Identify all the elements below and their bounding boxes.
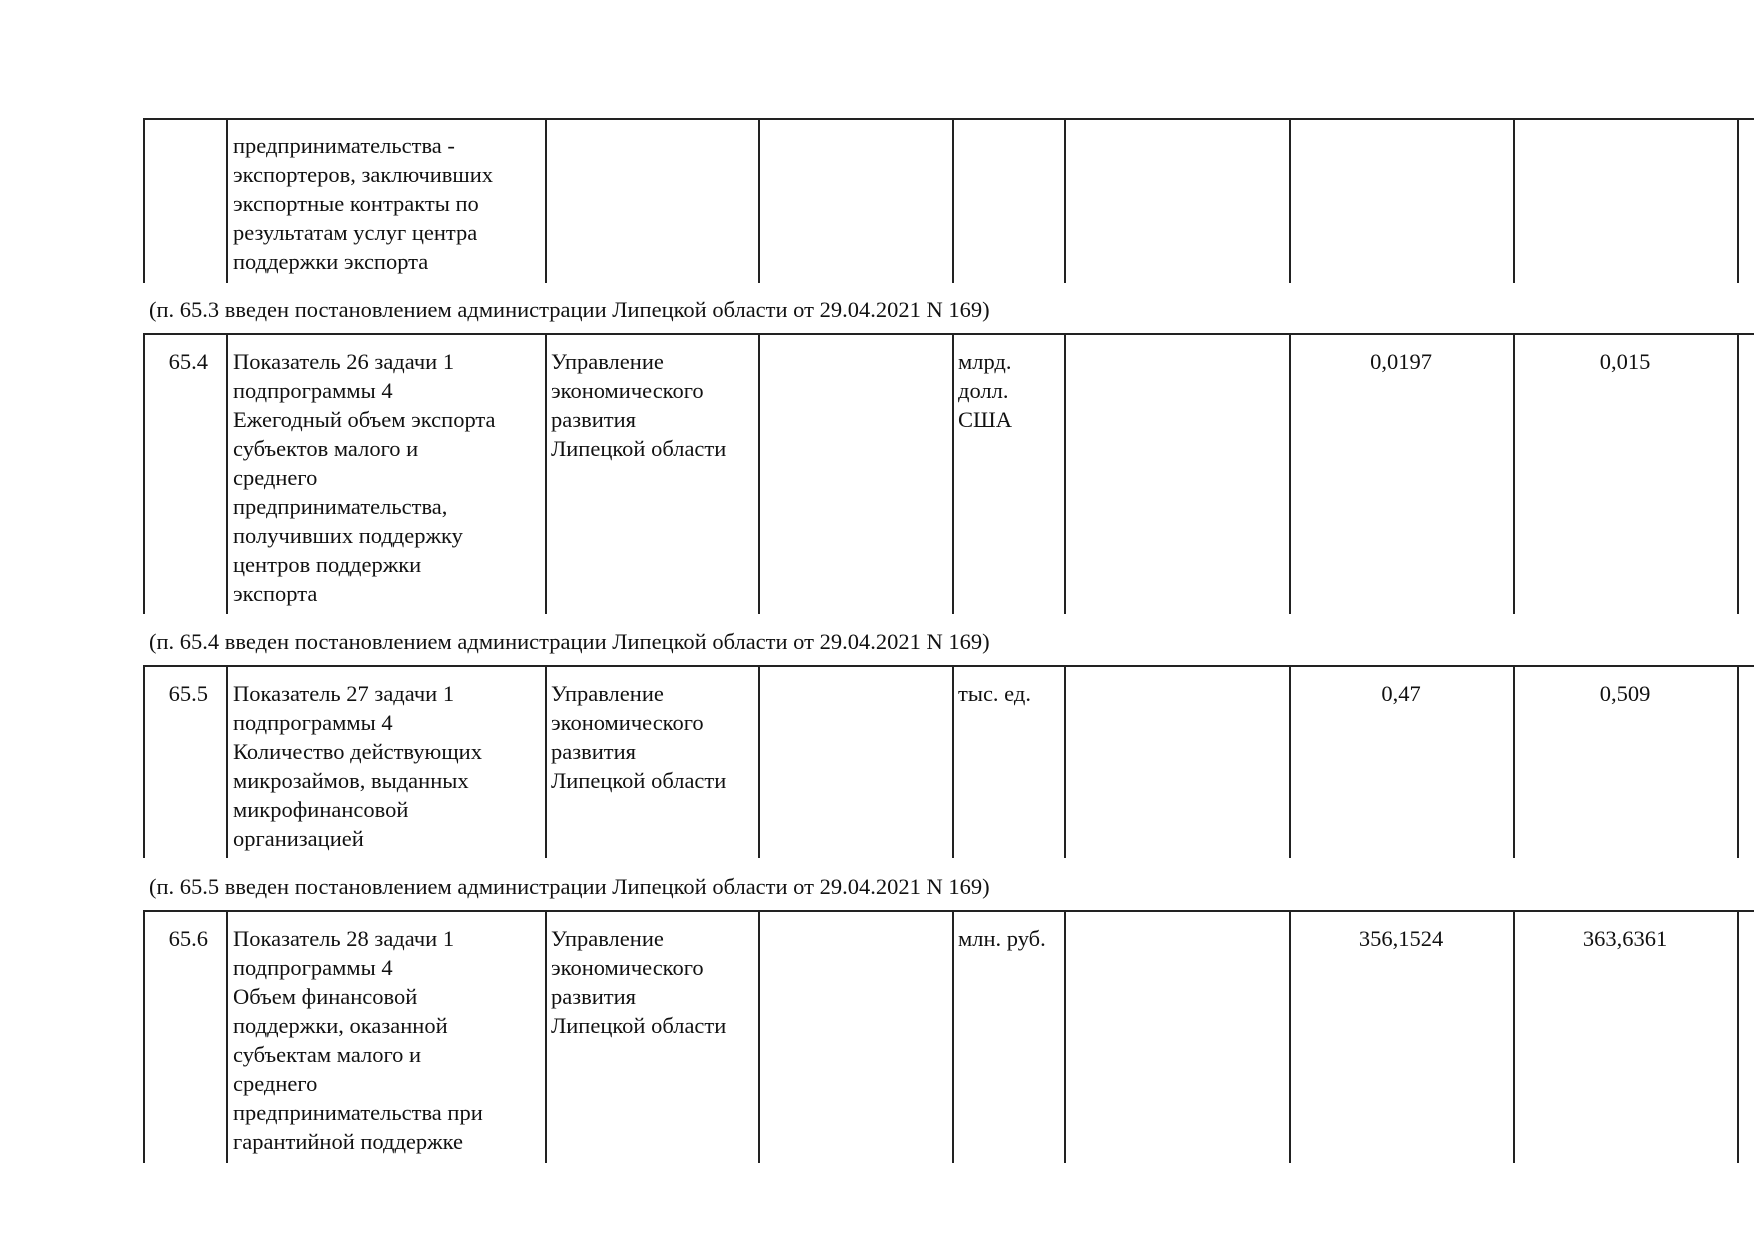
- amendment-note: (п. 65.4 введен постановлением администрации Липецкой области от 29.04.2021 N 169): [149, 629, 990, 654]
- col-border: [226, 118, 228, 283]
- col-border: [1064, 665, 1066, 858]
- col-border: [1513, 118, 1515, 283]
- col-border: [143, 118, 145, 283]
- responsible-cell: Управление экономического развития Липецкой области: [551, 681, 727, 793]
- indicator-cell: Показатель 26 задачи 1 подпрограммы 4 Ежегодный объем экспорта субъектов малого и среднего предпринимательства, получивших поддержку центров поддержки экспорта: [233, 349, 496, 606]
- col-border: [545, 333, 547, 614]
- col-border: [758, 910, 760, 1163]
- col-border: [1737, 910, 1739, 1163]
- col-border: [226, 910, 228, 1163]
- col-border: [1737, 665, 1739, 858]
- col-border: [143, 665, 145, 858]
- amendment-note: (п. 65.3 введен постановлением администрации Липецкой области от 29.04.2021 N 169): [149, 297, 990, 322]
- indicator-cell: Показатель 28 задачи 1 подпрограммы 4 Объем финансовой поддержки, оказанной субъектам малого и среднего предпринимательства при гарантийной поддержке: [233, 926, 483, 1154]
- col-border: [545, 665, 547, 858]
- col-border: [758, 333, 760, 614]
- indicator-cell: предпринимательства - экспортеров, заключивших экспортные контракты по результатам услуг центра поддержки экспорта: [233, 133, 494, 274]
- value-cell: 0,015: [1599, 349, 1651, 374]
- col-border: [1064, 910, 1066, 1163]
- col-border: [952, 333, 954, 614]
- value-cell: 356,1524: [1358, 926, 1444, 951]
- unit-cell: млн. руб.: [958, 926, 1046, 951]
- unit-cell: тыс. ед.: [958, 681, 1031, 706]
- value-cell: 0,47: [1381, 681, 1421, 706]
- col-border: [758, 118, 760, 283]
- col-border: [143, 333, 145, 614]
- value-cell: 363,6361: [1582, 926, 1668, 951]
- col-border: [1064, 118, 1066, 283]
- indicator-cell: Показатель 27 задачи 1 подпрограммы 4 Количество действующих микрозаймов, выданных микрофинансовой организацией: [233, 681, 482, 851]
- unit-cell: млрд. долл. США: [958, 349, 1012, 432]
- col-border: [226, 333, 228, 614]
- col-border: [1737, 118, 1739, 283]
- row-number: 65.6: [168, 926, 208, 951]
- value-cell: 0,509: [1599, 681, 1651, 706]
- col-border: [545, 910, 547, 1163]
- amendment-note: (п. 65.5 введен постановлением администрации Липецкой области от 29.04.2021 N 169): [149, 874, 990, 899]
- col-border: [143, 910, 145, 1163]
- value-cell: 0,0197: [1370, 349, 1432, 374]
- row-number: 65.4: [168, 349, 208, 374]
- col-border: [952, 118, 954, 283]
- responsible-cell: Управление экономического развития Липецкой области: [551, 349, 727, 461]
- row-number: 65.5: [168, 681, 208, 706]
- col-border: [1737, 333, 1739, 614]
- responsible-cell: Управление экономического развития Липецкой области: [551, 926, 727, 1038]
- col-border: [952, 910, 954, 1163]
- col-border: [758, 665, 760, 858]
- col-border: [1064, 333, 1066, 614]
- col-border: [545, 118, 547, 283]
- col-border: [1289, 118, 1291, 283]
- col-border: [952, 665, 954, 858]
- col-border: [226, 665, 228, 858]
